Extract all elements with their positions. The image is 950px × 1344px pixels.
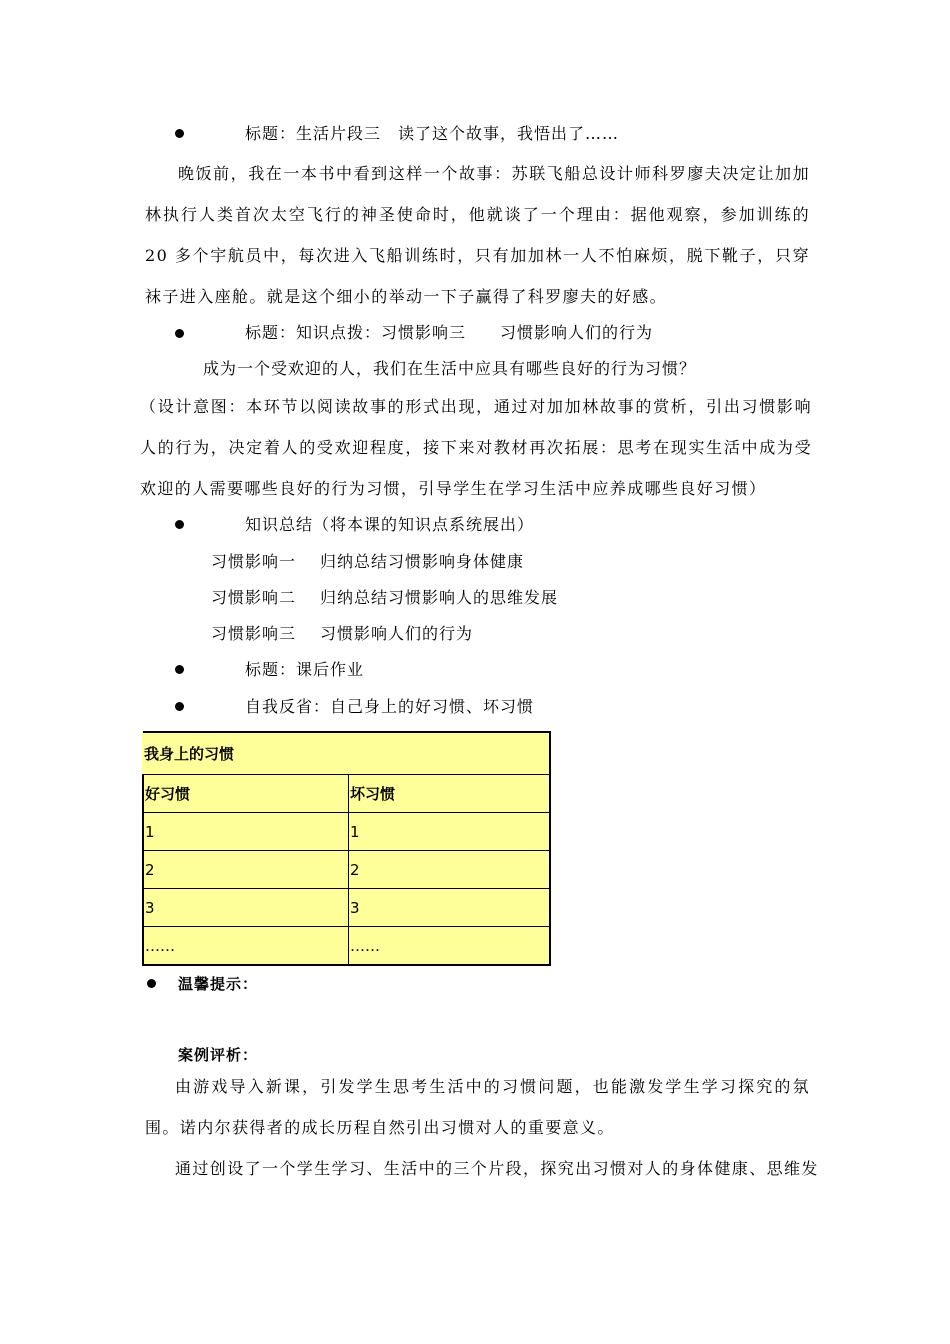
tip-label: 温馨提示： [178, 975, 259, 993]
review-label: 案例评析： [178, 1046, 259, 1064]
design-intent: （设计意图：本环节以阅读故事的形式出现，通过对加加林故事的赏析，引出习惯影响人的行为，决定着人的受欢迎程度，接下来对教材再次拓展：思考在现实生活中成为受欢迎的人需要哪些良好的行为习惯，引导学生在学习生活中应养成哪些良好习惯） [140, 397, 812, 498]
section1-heading: 标题：生活片段三 读了这个故事，我悟出了…… [245, 124, 620, 143]
table-cell: 1 [349, 813, 551, 851]
table-header-row [143, 775, 550, 813]
section1-story: 晚饭前，我在一本书中看到这样一个故事：苏联飞船总设计师科罗廖夫决定让加加林执行人类首次太空飞行的神圣使命时，他就谈了一个理由：据他观察，参加训练的 20 多个宇航员中，每次进入飞船训练时，只有加加林一人不怕麻烦，脱下靴子，只穿袜子进入座舱。就是这个细小的举动一下子赢得了科罗廖夫的好感。 [145, 164, 810, 306]
summary-item-label: 习惯影响一 [211, 552, 297, 571]
bullet-dot-icon [175, 329, 184, 338]
bullet-dot-icon [175, 129, 184, 138]
summary-item-text: 习惯影响人们的行为 [320, 624, 474, 643]
section2-question: 成为一个受欢迎的人，我们在生活中应具有哪些良好的行为习惯？ [203, 359, 697, 378]
summary-item-label: 习惯影响二 [211, 588, 297, 607]
habit-table [142, 731, 551, 966]
bullet-dot-icon [175, 665, 184, 674]
table-title-row [143, 732, 550, 775]
section3-heading: 知识总结（将本课的知识点系统展出） [245, 515, 535, 534]
section4-heading: 标题：课后作业 [245, 660, 365, 679]
table-row [143, 927, 550, 966]
summary-item-text: 归纳总结习惯影响人的思维发展 [320, 588, 559, 607]
review-paragraph: 通过创设了一个学生学习、生活中的三个片段，探究出习惯对人的身体健康、思维发 [175, 1159, 819, 1178]
table-cell: 2 [143, 851, 349, 889]
summary-item-label: 习惯影响三 [211, 624, 297, 643]
table-cell: 3 [349, 889, 551, 927]
table-cell: 3 [143, 889, 349, 927]
bullet-dot-icon [175, 702, 184, 711]
table-cell: …… [143, 927, 349, 966]
review-paragraph: 由游戏导入新课，引发学生思考生活中的习惯问题，也能激发学生学习探究的氛围。诺内尔获得者的成长历程自然引出习惯对人的重要意义。 [145, 1077, 810, 1137]
bullet-dot-icon [175, 520, 184, 529]
table-row [143, 851, 550, 889]
table-cell: 1 [143, 813, 349, 851]
column-header-good: 好习惯 [143, 775, 349, 813]
bullet-dot-icon [147, 979, 156, 988]
table-row [143, 813, 550, 851]
table-cell: 2 [349, 851, 551, 889]
table-title: 我身上的习惯 [143, 732, 550, 775]
table-cell: …… [349, 927, 551, 966]
table-row [143, 889, 550, 927]
summary-item-text: 归纳总结习惯影响身体健康 [320, 552, 525, 571]
column-header-bad: 坏习惯 [349, 775, 551, 813]
section2-heading: 标题：知识点拨：习惯影响三 习惯影响人们的行为 [245, 323, 654, 342]
section5-heading: 自我反省：自己身上的好习惯、坏习惯 [245, 697, 535, 716]
